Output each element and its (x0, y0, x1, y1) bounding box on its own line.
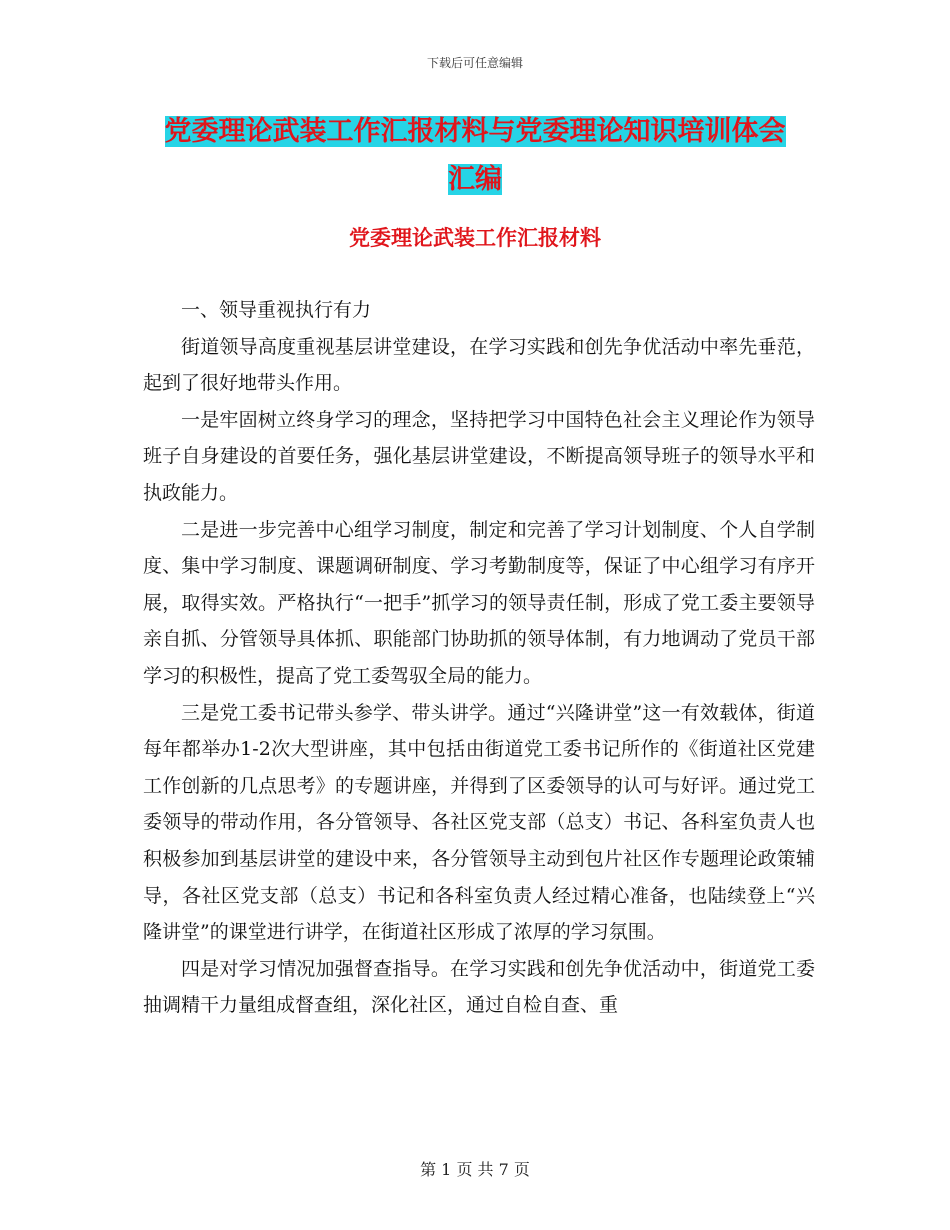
section-title: 党委理论武装工作汇报材料 (349, 225, 601, 250)
paragraph-heading: 一、领导重视执行有力 (181, 299, 372, 321)
paragraph: 三是党工委书记带头参学、带头讲学。通过“兴隆讲堂”这一有效载体，街道每年都举办1-2次大型讲座，其中包括由街道党工委书记所作的《街道社区党建工作创新的几点思考》的专题讲座，并得到了区委领导的认可与好评。通过党工委领导的带动作用，各分管领导、各社区党支部（总支）书记、各科室负责人也积极参加到基层讲堂的建设中来，各分管领导主动到包片社区作专题理论政策辅导，各社区党支部（总支）书记和各科室负责人经过精心准备，也陆续登上“兴隆讲堂”的课堂进行讲学，在街道社区形成了浓厚的学习氛围。 (143, 701, 815, 944)
paragraph: 二是进一步完善中心组学习制度，制定和完善了学习计划制度、个人自学制度、集中学习制度、课题调研制度、学习考勤制度等，保证了中心组学习有序开展，取得实效。严格执行“一把手”抓学习的领导责任制，形成了党工委主要领导亲自抓、分管领导具体抓、职能部门协助抓的领导体制，有力地调动了党员干部学习的积极性，提高了党工委驾驭全局的能力。 (143, 518, 815, 687)
paragraph: 四是对学习情况加强督查指导。在学习实践和创先争优活动中，街道党工委抽调精干力量组成督查组，深化社区，通过自检自查、重 (143, 957, 815, 1017)
body-text (143, 292, 815, 1024)
paragraph: 街道领导高度重视基层讲堂建设，在学习实践和创先争优活动中率先垂范，起到了很好地带头作用。 (143, 335, 815, 395)
document-title-line-1: 党委理论武装工作汇报材料与党委理论知识培训体会 (164, 116, 786, 147)
document-title (140, 108, 810, 204)
page-footer: 第 1 页 共 7 页 (420, 1160, 530, 1179)
header-note: 下载后可任意编辑 (426, 56, 523, 70)
paragraph: 一是牢固树立终身学习的理念，坚持把学习中国特色社会主义理论作为领导班子自身建设的首要任务，强化基层讲堂建设，不断提高领导班子的领导水平和执政能力。 (143, 408, 815, 504)
document-title-line-2: 汇编 (448, 164, 502, 195)
